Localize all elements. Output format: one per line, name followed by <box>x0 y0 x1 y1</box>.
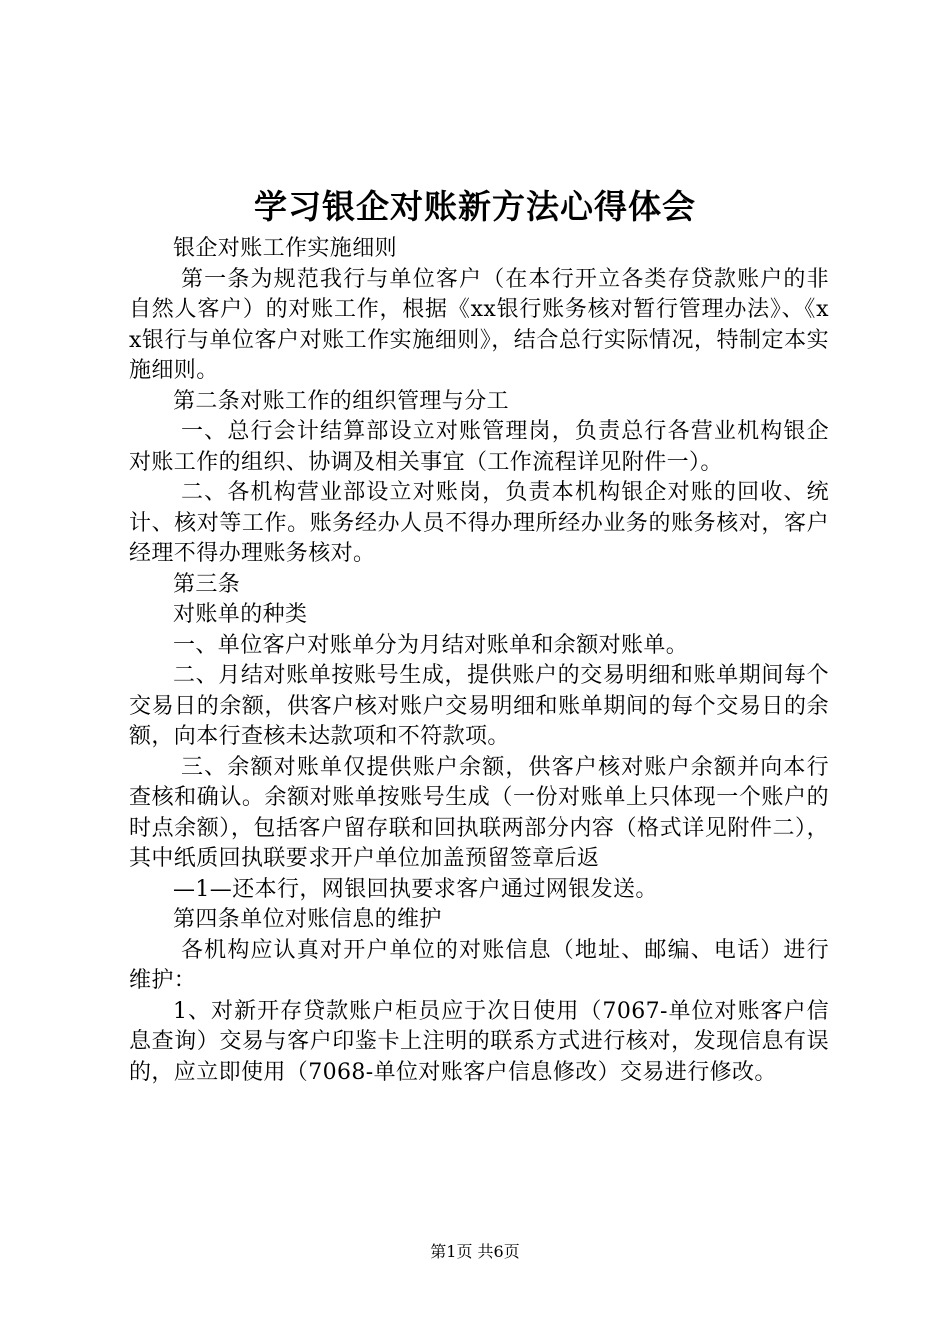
paragraph-item: 一、总行会计结算部设立对账管理岗，负责总行各营业机构银企对账工作的组织、协调及相关事宜（工作流程详见附件一）。 <box>129 419 829 475</box>
paragraph-item: 三、余额对账单仅提供账户余额，供客户核对账户余额并向本行查核和确认。余额对账单按账号生成（一份对账单上只体现一个账户的时点余额），包括客户留存联和回执联两部分内容（格式详见附件二），其中纸质回执联要求开户单位加盖预留签章后返 <box>129 754 829 871</box>
paragraph-item: 一、单位客户对账单分为月结对账单和余额对账单。 <box>173 632 689 658</box>
paragraph-heading: 银企对账工作实施细则 <box>173 236 398 261</box>
paragraph-article-1: 第一条为规范我行与单位客户（在本行开立各类存贷款账户的非自然人客户）的对账工作，根据《xx银行账务核对暂行管理办法》、《xx银行与单位客户对账工作实施细则》，结合总行实际情况，特制定本实施细则。 <box>129 266 829 383</box>
page-footer: 第1页 共6页 <box>430 1242 520 1261</box>
paragraph-subheading: 对账单的种类 <box>173 602 308 627</box>
document-body <box>129 234 829 1088</box>
paragraph-article-2: 第二条对账工作的组织管理与分工 <box>173 388 510 414</box>
paragraph-article-4: 第四条单位对账信息的维护 <box>173 907 442 932</box>
paragraph-item: 二、各机构营业部设立对账岗，负责本机构银企对账的回收、统计、核对等工作。账务经办人员不得办理所经办业务的账务核对，客户经理不得办理账务核对。 <box>129 480 829 566</box>
paragraph-continuation: —1—还本行，网银回执要求客户通过网银发送。 <box>173 876 658 902</box>
paragraph-article-3: 第三条 <box>173 571 241 597</box>
paragraph-item: 各机构应认真对开户单位的对账信息（地址、邮编、电话）进行维护： <box>129 937 829 993</box>
page-title: 学习银企对账新方法心得体会 <box>254 187 696 226</box>
paragraph-item: 二、月结对账单按账号生成，提供账户的交易明细和账单期间每个交易日的余额，供客户核对账户交易明细和账单期间的每个交易日的余额，向本行查核未达款项和不符款项。 <box>129 663 829 749</box>
paragraph-item: 1、对新开存贷款账户柜员应于次日使用（7067-单位对账客户信息查询）交易与客户印鉴卡上注明的联系方式进行核对，发现信息有误的，应立即使用（7068-单位对账客户信息修改）交易进行修改。 <box>129 998 829 1085</box>
